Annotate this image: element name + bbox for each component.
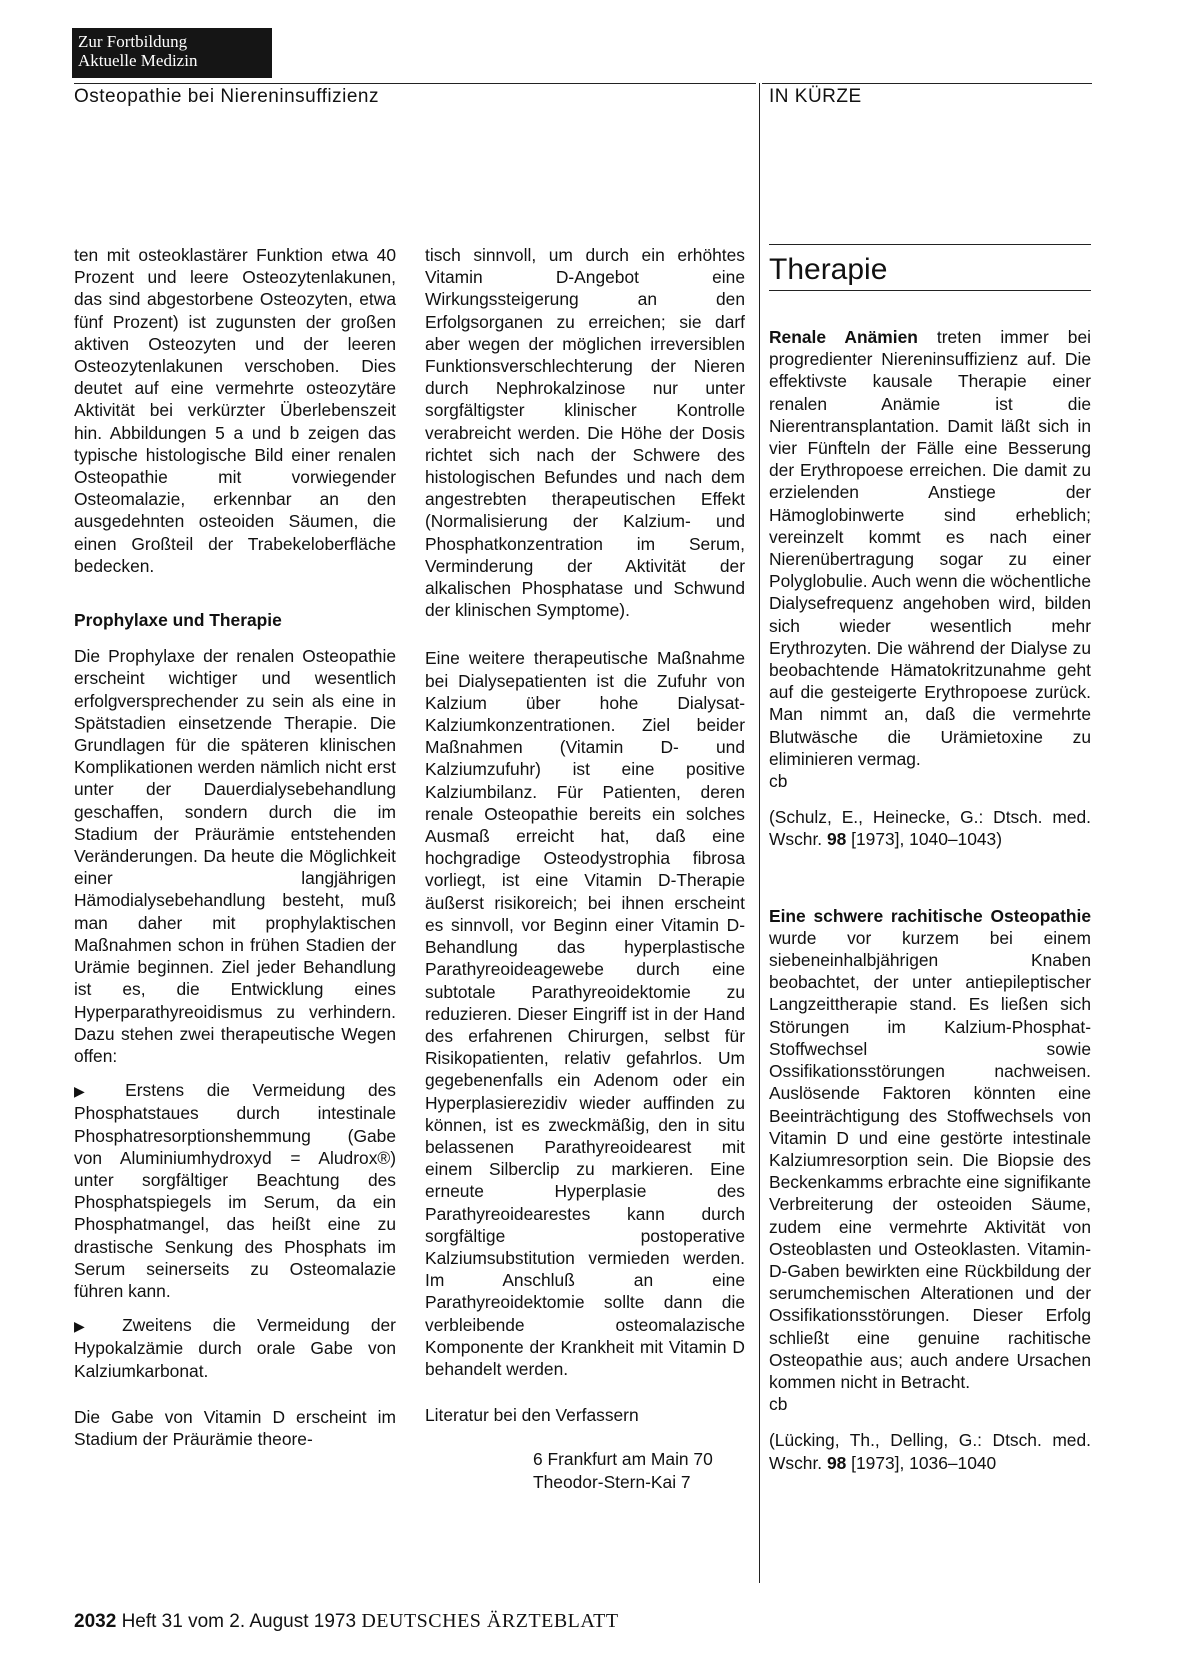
bullet-1-text: Erstens die Vermeidung des Phosphatstaues durch intestinale Phosphatresorptionshemmung (Gabe von Aluminiumhydroxyd = Aludrox®) unter sorgfältiger Beachtung des Phosphatspiegels im Serum, da ein Phosphatmangel, das heißt eine zu drastische Senkung des Phosphats im Serum seinerseits zu Osteomalazie führen kann. bbox=[74, 1080, 396, 1301]
section-badge bbox=[72, 28, 272, 78]
col2-paragraph-2: Eine weitere therapeutische Maßnahme bei Dialysepatienten ist die Zufuhr von Kalzium über hohe Dialysat-Kalziumkonzentrationen. Ziel beider Maßnahmen (Vitamin D- und Kalziumzufuhr) ist eine positive Kalziumbilanz. Für Patienten, deren renale Osteopathie bereits ein solches Ausmaß erreicht hat, daß eine hochgradige Osteodystrophia fibrosa vorliegt, ist eine Vitamin D-Therapie äußerst risikoreich; bei ihnen erscheint es sinnvoll, vor Beginn einer Vitamin D-Behandlung das hyperplastische Parathyreoideagewebe durch eine subtotale Parathyreoidektomie zu reduzieren. Dieser Eingriff ist in der Hand des erfahrenen Chirurgen, selbst für Risikopatienten, relativ gefahrlos. Um gegebenenfalls ein Adenom oder ein Hyperplasierezidiv wieder auffinden zu können, ist es zweckmäßig, den in situ belassenen Parathyreoidearest mit einem Silberclip zu markieren. Eine erneute Hyperplasie des Parathyreoidearestes kann durch sorgfältige postoperative Kalziumsubstitution vermieden werden. Im Anschluß an eine Parathyreoidektomie sollte dann die verbleibende osteomalazische Komponente der Krankheit mit Vitamin D behandelt werden. bbox=[425, 648, 745, 1379]
arrow-bullet-icon: ▶ bbox=[74, 1318, 101, 1335]
author-address-line-2: Theodor-Stern-Kai 7 bbox=[533, 1471, 691, 1492]
column-3 bbox=[769, 244, 1091, 1474]
reference-1-pages: [1973], 1040–1043) bbox=[846, 829, 1003, 850]
brief-item-1 bbox=[769, 326, 1091, 770]
brief-item-2 bbox=[769, 905, 1091, 1393]
reference-2 bbox=[769, 1429, 1091, 1473]
brief-item-1-signature: cb bbox=[769, 771, 788, 792]
column-1 bbox=[74, 244, 396, 1450]
column-2 bbox=[425, 244, 745, 1493]
col1-bullet-1 bbox=[74, 1079, 396, 1302]
col2-paragraph-1: tisch sinnvoll, um durch ein erhöhtes Vitamin D-Angebot eine Wirkungssteigerung an den Erfolgsorganen zu erreichen; sie darf aber wegen der möglichen irreversiblen Funktionsverschlechterung der Nieren durch Nephrokalzinose nur unter sorgfältigster klinischer Kontrolle verabreicht werden. Die Höhe der Dosis richtet sich nach der Schwere des histologischen Befundes und nach dem angestrebten therapeutischen Effekt (Normalisierung der Kalzium- und Phosphatkonzentration im Serum, Verminderung der Aktivität der alkalischen Phosphatase und Schwund der klinischen Symptome). bbox=[425, 245, 745, 621]
reference-1-authors: (Schulz, E., Heinecke, G.: Dtsch. med. Wschr. bbox=[769, 807, 1091, 850]
literature-note: Literatur bei den Verfassern bbox=[425, 1405, 639, 1426]
reference-1 bbox=[769, 806, 1091, 850]
article-title: Osteopathie bei Niereninsuffizienz bbox=[74, 86, 379, 107]
brief-item-2-signature: cb bbox=[769, 1394, 788, 1415]
col1-paragraph-2: Die Prophylaxe der renalen Osteopathie erscheint wichtiger und wesentlich erfolgversprechender zu sein als eine in Spätstadien einsetzende Therapie. Die Grundlagen für die späteren klinischen Komplikationen werden nämlich nicht erst unter der Dauerdialysebehandlung geschaffen, sondern durch die im Stadium der Präurämie entstehenden Veränderungen. Da heute die Möglichkeit einer langjährigen Hämodialysebehandlung besteht, muß man daher mit prophylaktischen Maßnahmen schon in frühen Stadien der Urämie beginnen. Ziel jeder Behandlung ist es, die Entwicklung eines Hyperparathyreoidismus zu verhindern. Dazu stehen zwei therapeutische Wegen offen: bbox=[74, 646, 396, 1066]
reference-1-volume: 98 bbox=[826, 829, 847, 850]
therapie-heading: Therapie bbox=[769, 253, 888, 286]
header-rule-left bbox=[74, 83, 756, 84]
badge-line-1: Zur Fortbildung bbox=[78, 32, 188, 51]
sidebar-divider bbox=[759, 83, 760, 1583]
brief-item-2-lead: Eine schwere rachitische Osteopathie bbox=[769, 905, 1091, 926]
arrow-bullet-icon: ▶ bbox=[74, 1083, 103, 1100]
page-number: 2032 bbox=[74, 1611, 117, 1632]
sidebar-header: IN KÜRZE bbox=[769, 86, 862, 107]
header-rule-right bbox=[762, 83, 1092, 84]
bullet-2-text: Zweitens die Vermeidung der Hypokalzämie durch orale Gabe von Kalziumkarbonat. bbox=[74, 1315, 396, 1381]
journal-name: DEUTSCHES ÄRZTEBLATT bbox=[361, 1610, 619, 1632]
page-footer bbox=[74, 1610, 619, 1633]
reference-2-pages: [1973], 1036–1040 bbox=[846, 1452, 997, 1473]
brief-item-1-lead: Renale Anämien bbox=[769, 327, 918, 347]
col1-paragraph-1: ten mit osteoklastärer Funktion etwa 40 Prozent und leere Osteozytenlakunen, das sind abgestorbene Osteozyten, etwa fünf Prozent) ist zugunsten der großen aktiven Osteozyten und der leeren Osteozytenlakunen verschoben. Dies deutet auf eine vermehrte osteozytäre Aktivität bei verkürzter Überlebenszeit hin. Abbildungen 5 a und b zeigen das typische histologische Bild einer renalen Osteopathie mit vorwiegender Osteomalazie, erkennbar an den ausgedehnten osteoiden Säumen, die einen Großteil der Trabekeloberfläche bedecken. bbox=[74, 245, 396, 576]
badge-line-2: Aktuelle Medizin bbox=[78, 51, 198, 70]
brief-item-1-text: treten immer bei progredienter Niereninsuffizienz auf. Die effektivste kausale Therapie einer renalen Anämie ist die Nierentransplantation. Damit läßt sich in vier Fünfteln der Fälle eine Besserung der Erythropoese erreichen. Die damit zu erzielenden Anstiege der Hämoglobinwerte sind erheblich; vereinzelt kommt es nach einer Nierenübertragung sogar zu einer Polyglobulie. Auch wenn die wöchentliche Dialysefrequenz angehoben wird, bilden sich wieder wesentlich mehr Erythrozyten. Die während der Dialyse zu beobachtende Hämatokritzunahme geht auf die gesteigerte Erythropoese zurück. Man nimmt an, daß die vermehrte Blutwäsche die Urämietoxine zu eliminieren vermag. bbox=[769, 327, 1091, 769]
section-heading-prophylaxe: Prophylaxe und Therapie bbox=[74, 610, 282, 631]
reference-2-volume: 98 bbox=[826, 1452, 847, 1473]
col1-bullet-2 bbox=[74, 1314, 396, 1382]
author-address-line-1: 6 Frankfurt am Main 70 bbox=[533, 1449, 713, 1470]
col1-paragraph-3: Die Gabe von Vitamin D erscheint im Stadium der Präurämie theore- bbox=[74, 1406, 396, 1449]
reference-2-authors: (Lücking, Th., Delling, G.: Dtsch. med. Wschr. bbox=[769, 1430, 1091, 1473]
brief-item-2-text: wurde vor kurzem bei einem siebeneinhalbjährigen Knaben beobachtet, der unter antiepileptischer Langzeittherapie stand. Es ließen sich Störungen im Kalzium-Phosphat-Stoffwechsel sowie Ossifikationsstörungen nachweisen. Auslösende Faktoren könnten eine Beeinträchtigung des Stoffwechsels von Vitamin D und eine gestörte intestinale Kalziumresorption sein. Die Biopsie des Beckenkamms erbrachte eine signifikante Verbreiterung der osteoiden Säume, zudem eine vermehrte Aktivität von Osteoblasten und Osteoklasten. Vitamin-D-Gaben bewirkten eine Rückbildung der serumchemischen Alterationen und der Ossifikationsstörungen. Dieser Erfolg schließt eine genuine rachitische Osteopathie aus; auch andere Ursachen kommen nicht in Betracht. bbox=[769, 927, 1091, 1392]
issue-info: Heft 31 vom 2. August 1973 bbox=[121, 1611, 357, 1632]
